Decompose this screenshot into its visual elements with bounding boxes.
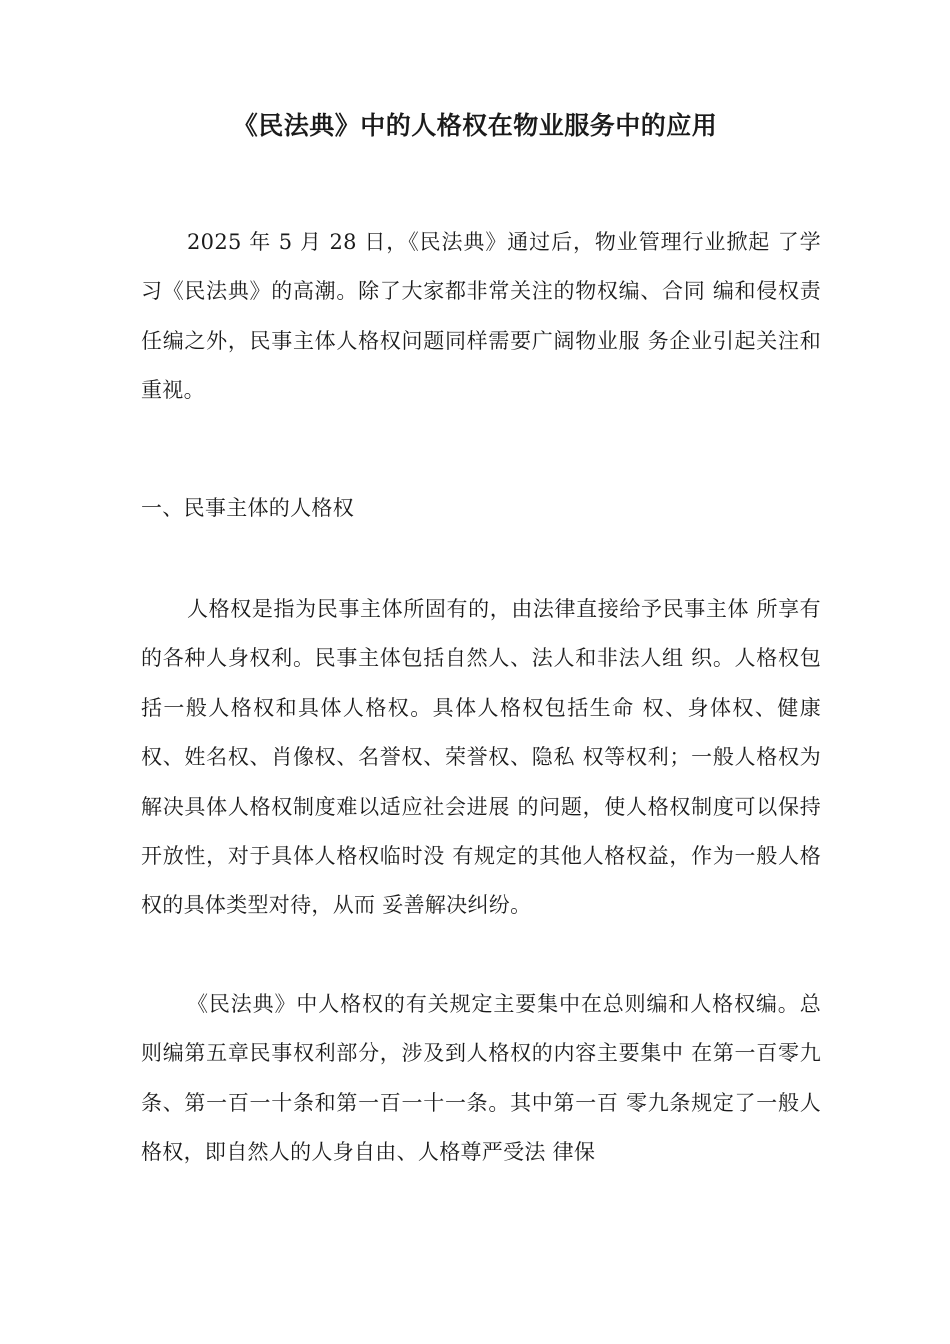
body-paragraph: 人格权是指为民事主体所固有的，由法律直接给予民事主体 所享有的各种人身权利。民事主体包括自然人、法人和非法人组 织。人格权包括一般人格权和具体人格权。具体人格权包括生命 权、身体权、健康权、姓名权、肖像权、名誉权、荣誉权、隐私 权等权利；一般人格权为解决具体人格权制度难以适应社会进展 的问题，使人格权制度可以保持开放性，对于具体人格权临时没 有规定的其他人格权益，作为一般人格权的具体类型对待，从而 妥善解决纠纷。 — [141, 597, 821, 918]
document-title: 《民法典》中的人格权在物业服务中的应用 — [232, 111, 718, 140]
intro-paragraph: 2025 年 5 月 28 日，《民法典》通过后，物业管理行业掀起 了学习《民法典》的高潮。除了大家都非常关注的物权编、合同 编和侵权责任编之外，民事主体人格权问题同样需要广阔物业服 务企业引起关注和重视。 — [141, 230, 821, 403]
body-paragraph: 《民法典》中人格权的有关规定主要集中在总则编和人格权编。总则编第五章民事权利部分，涉及到人格权的内容主要集中 在第一百零九条、第一百一十条和第一百一十一条。其中第一百 零九条规定了一般人格权，即自然人的人身自由、人格尊严受法 律保 — [141, 992, 821, 1165]
section-heading: 一、民事主体的人格权 — [141, 496, 354, 520]
